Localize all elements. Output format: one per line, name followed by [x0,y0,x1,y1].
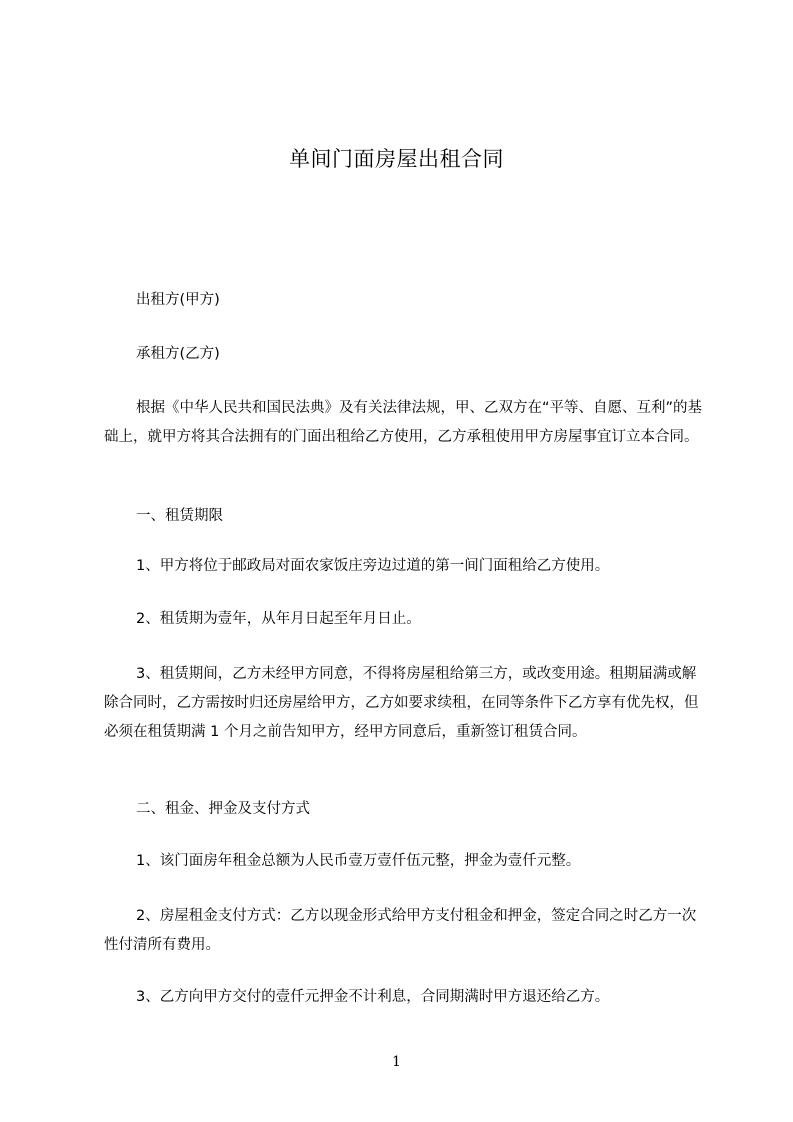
section1-heading: 一、租赁期限 [136,508,223,524]
page-number: 1 [392,1054,401,1070]
page-title: 单间门面房屋出租合同 [289,147,504,171]
lessor-line: 出租方(甲方) [136,292,220,308]
section2-heading: 二、租金、押金及支付方式 [136,801,310,817]
section1-item-2: 2、租赁期为壹年，从年月日起至年月日止。 [136,611,421,627]
section2-item-1: 1、该门面房年租金总额为人民币壹万壹仟伍元整，押金为壹仟元整。 [136,853,581,869]
lessee-line: 承租方(乙方) [136,346,220,362]
preamble-paragraph: 根据《中华人民共和国民法典》及有关法律法规，甲、乙双方在“平等、自愿、互利”的基础上，就甲方将其合法拥有的门面出租给乙方使用，乙方承租使用甲方房屋事宜订立本合同。 [104,400,703,445]
section2-item-2: 2、房屋租金支付方式：乙方以现金形式给甲方支付租金和押金，签定合同之时乙方一次性付清所有费用。 [104,908,697,953]
section2-item-3: 3、乙方向甲方交付的壹仟元押金不计利息，合同期满时甲方退还给乙方。 [136,989,610,1005]
section1-item-1: 1、甲方将位于邮政局对面农家饭庄旁边过道的第一间门面租给乙方使用。 [136,558,610,574]
section1-item-3: 3、租赁期间，乙方未经甲方同意，不得将房屋租给第三方，或改变用途。租期届满或解除合同时，乙方需按时归还房屋给甲方，乙方如要求续租，在同等条件下乙方享有优先权，但必须在租赁期满 1 个月之前告知甲方，经甲方同意后，重新签订租赁合同。 [104,666,699,740]
